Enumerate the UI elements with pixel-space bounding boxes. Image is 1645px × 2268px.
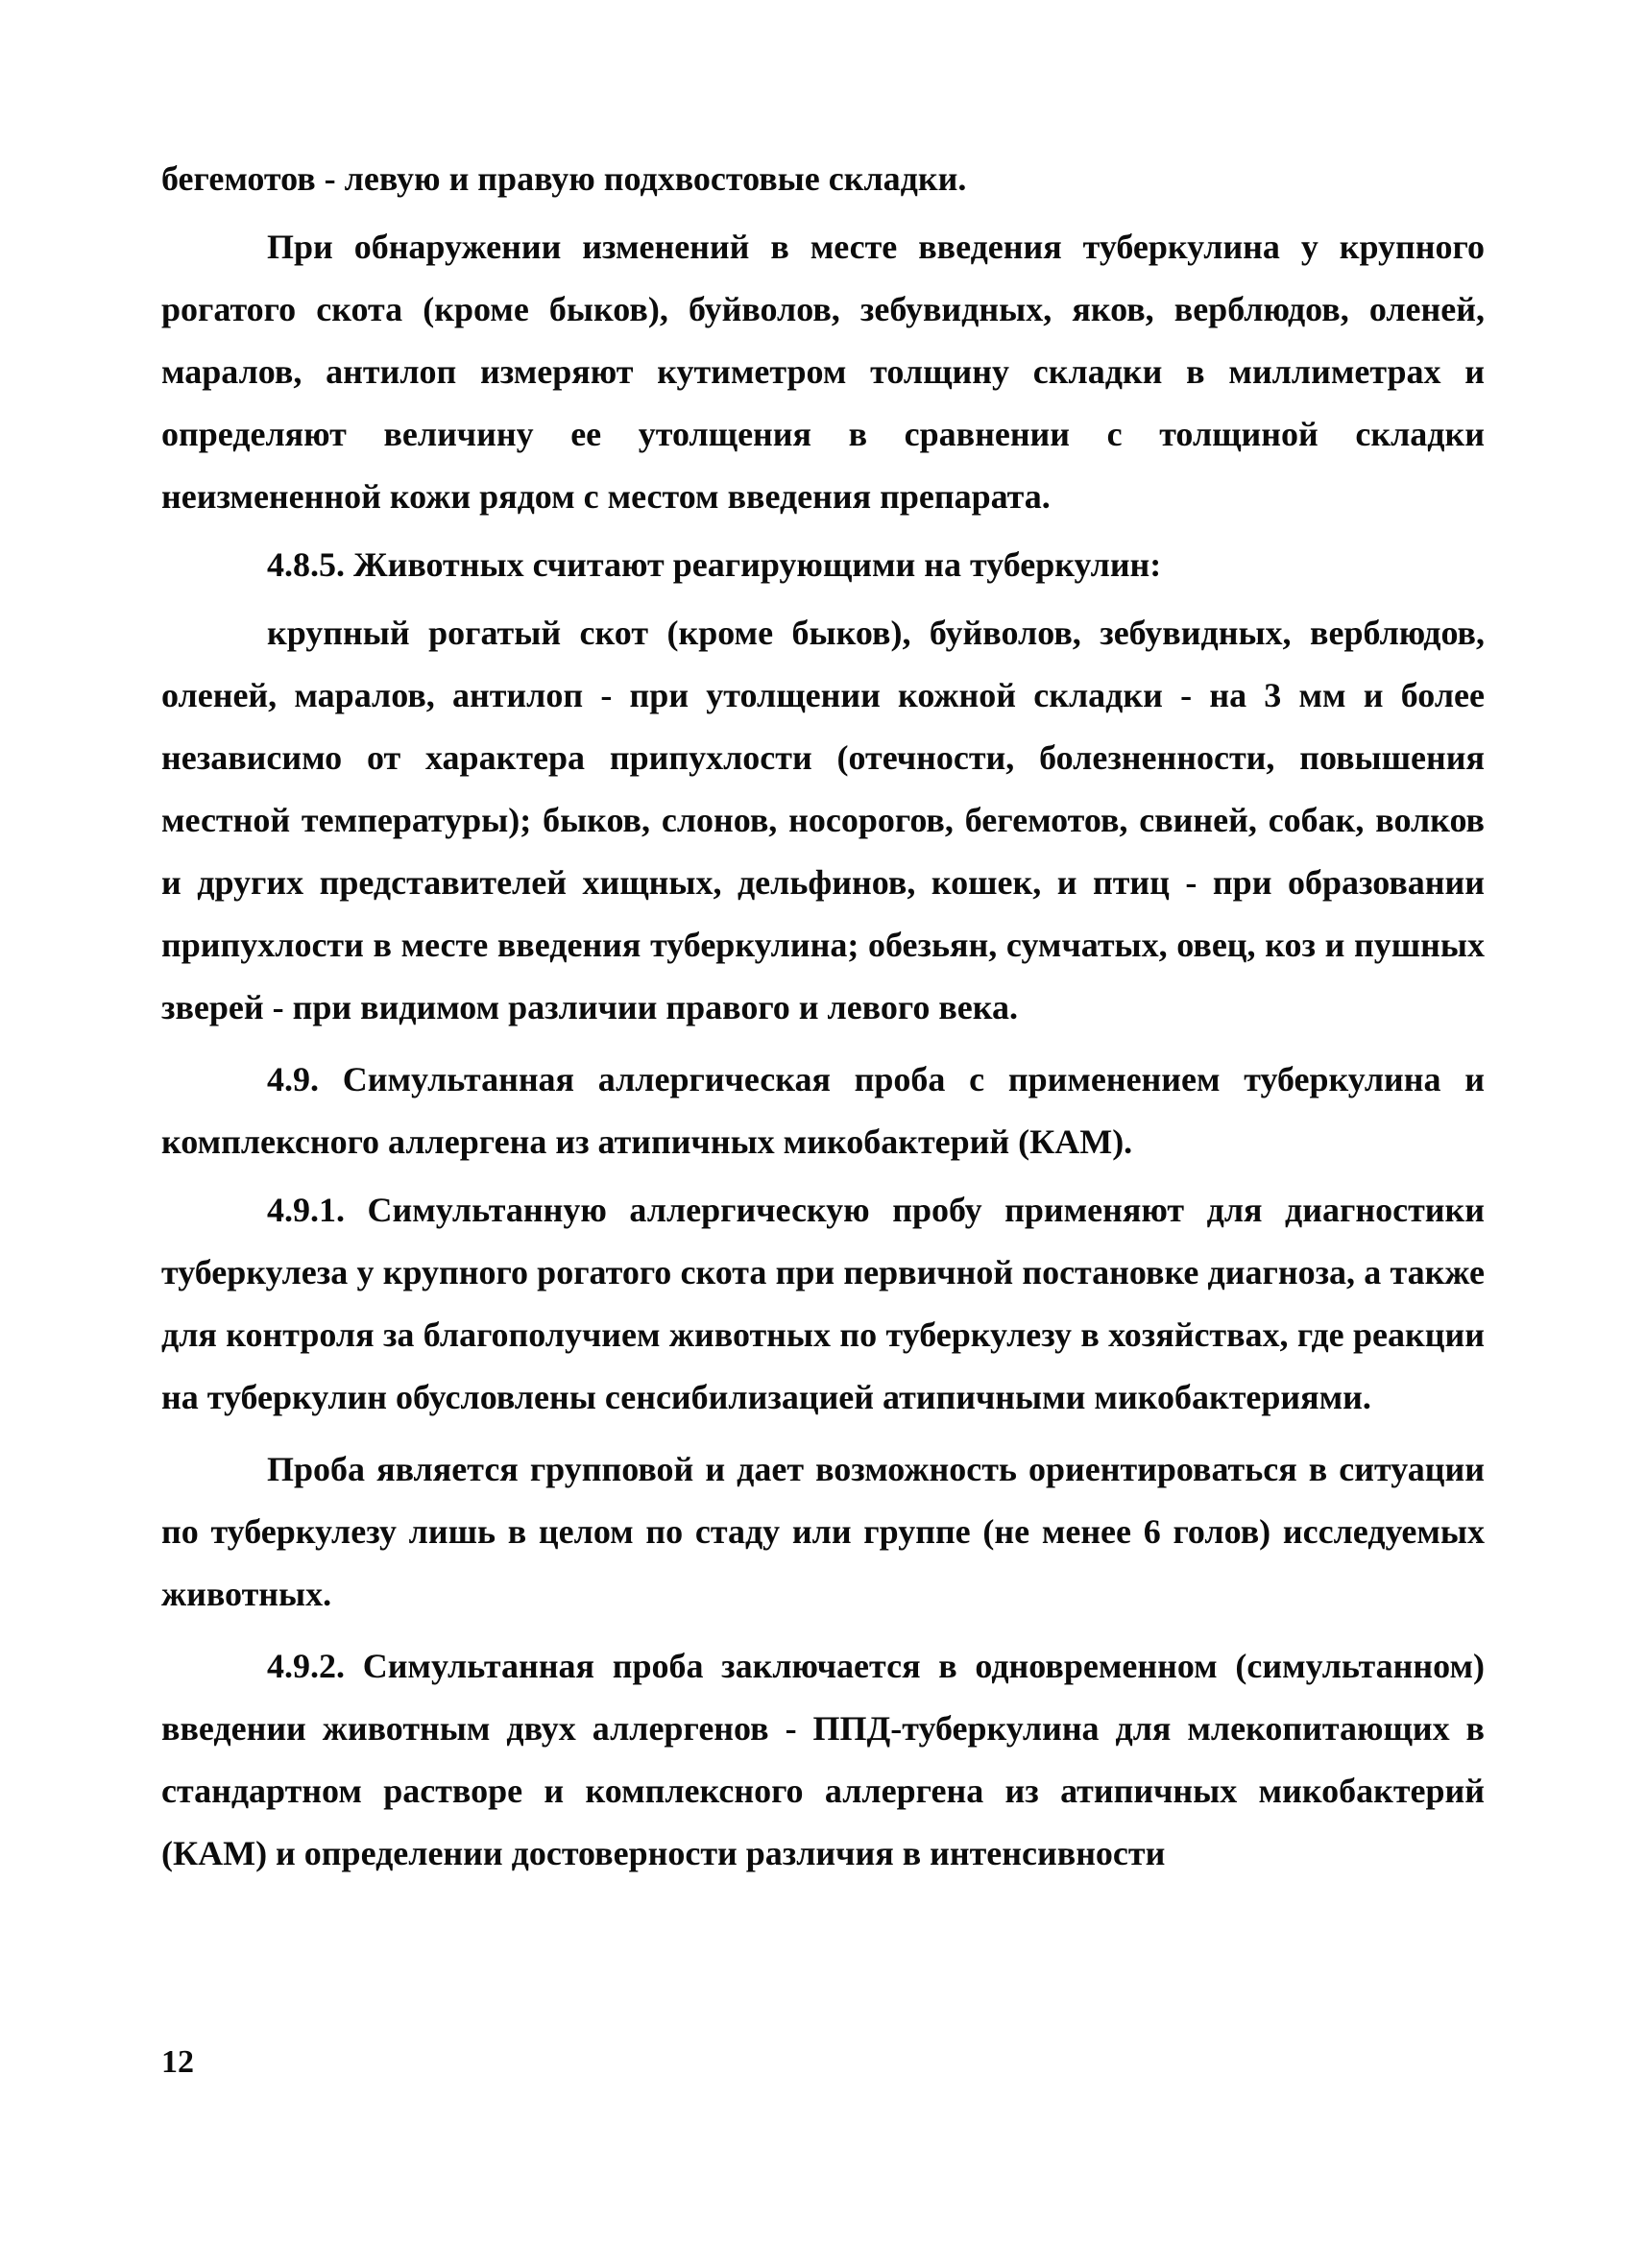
paragraph-group-test: Проба является групповой и дает возможность ориентироваться в ситуации по туберкулезу лишь в целом по стаду или группе (не менее 6 голов) исследуемых животных. xyxy=(161,1450,1485,1613)
page-number: 12 xyxy=(161,2044,194,2080)
paragraph-reaction-criteria: крупный рогатый скот (кроме быков), буйволов, зебувидных, верблюдов, оленей, маралов, антилоп - при утолщении кожной складки - на 3 мм и более независимо от характера припухлости (отечности, болезненности, повышения местной температуры); быков, слонов, носорогов, бегемотов, свиней, собак, волков и других представителей хищных, дельфинов, кошек, и птиц - при образовании припухлости в месте введения туберкулина; обезьян, сумчатых, овец, коз и пушных зверей - при видимом различии правого и левого века. xyxy=(161,614,1485,1026)
section-heading-4-9: 4.9. Симультанная аллергическая проба с применением туберкулина и комплексного аллергена из атипичных микобактерий (КАМ). xyxy=(161,1060,1485,1161)
paragraph-section-4-8-5: 4.8.5. Животных считают реагирующими на туберкулин: xyxy=(267,545,1162,584)
paragraph-section-4-9-1: 4.9.1. Симультанную аллергическую пробу применяют для диагностики туберкулеза у крупного рогатого скота при первичной постановке диагноза, а также для контроля за благополучием животных по туберкулезу в хозяйствах, где реакции на туберкулин обусловлены сенсибилизацией атипичными микобактериями. xyxy=(161,1191,1485,1416)
paragraph-measurement: При обнаружении изменений в месте введения туберкулина у крупного рогатого скота (кроме быков), буйволов, зебувидных, яков, верблюдов, оленей, маралов, антилоп измеряют кутиметром толщину складки в миллиметрах и определяют величину ее утолщения в сравнении с толщиной складки неизмененной кожи рядом с местом введения препарата. xyxy=(161,228,1485,516)
paragraph-section-4-9-2: 4.9.2. Симультанная проба заключается в одновременном (симультанном) введении животным двух аллергенов - ППД-туберкулина для млекопитающих в стандартном растворе и комплексного аллергена из атипичных микобактерий (КАМ) и определении достоверности различия в интенсивности xyxy=(161,1647,1485,1872)
paragraph-continuation: бегемотов - левую и правую подхвостовые складки. xyxy=(161,159,967,198)
body-text xyxy=(161,148,1485,1885)
